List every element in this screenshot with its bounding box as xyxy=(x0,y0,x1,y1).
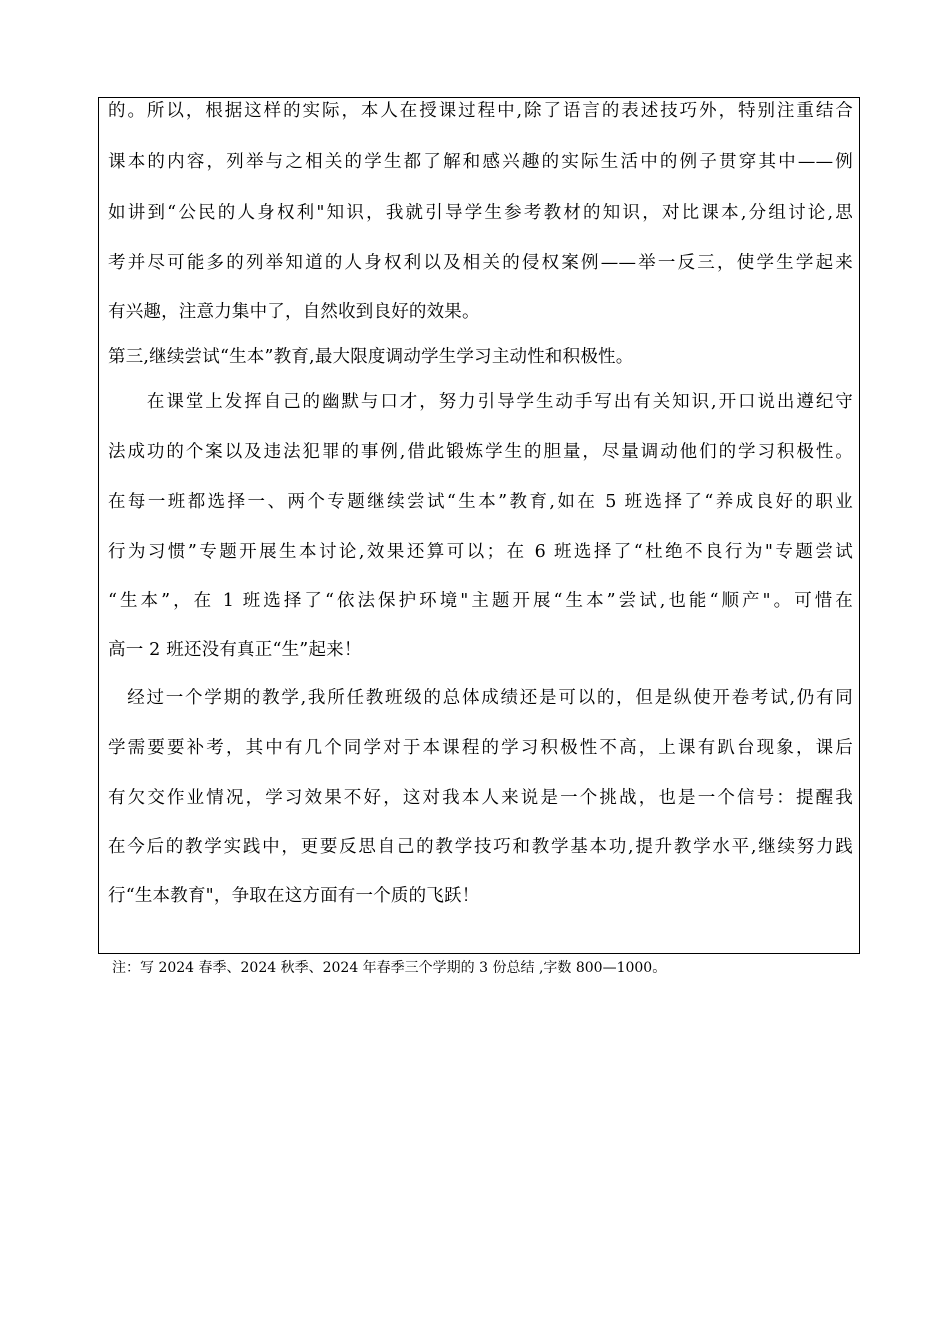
body-line-14: 学需要要补考，其中有几个同学对于本课程的学习积极性不高，上课有趴台现象，课后 xyxy=(108,738,853,758)
body-line-4: 考并尽可能多的列举知道的人身权利以及相关的侵权案例——举一反三，使学生学起来 xyxy=(108,253,853,273)
body-line-7: 在课堂上发挥自己的幽默与口才，努力引导学生动手写出有关知识,开口说出遵纪守 xyxy=(108,392,853,412)
body-line-3: 如讲到“公民的人身权利"知识，我就引导学生参考教材的知识，对比课本,分组讨论,思 xyxy=(108,203,853,223)
body-line-5: 有兴趣，注意力集中了，自然收到良好的效果。 xyxy=(108,302,480,322)
body-line-10: 行为习惯”专题开展生本讨论,效果还算可以；在 6 班选择了“杜绝不良行为"专题尝试 xyxy=(108,542,853,562)
body-line-1: 的。所以，根据这样的实际，本人在授课过程中,除了语言的表述技巧外，特别注重结合 xyxy=(108,101,853,121)
body-line-2: 课本的内容，列举与之相关的学生都了解和感兴趣的实际生活中的例子贯穿其中——例 xyxy=(108,152,853,172)
section-heading-third: 第三,继续尝试“生本”教育,最大限度调动学生学习主动性和积极性。 xyxy=(108,347,634,367)
body-line-16: 在今后的教学实践中，更要反思自己的教学技巧和教学基本功,提升教学水平,继续努力践 xyxy=(108,837,853,857)
body-line-9: 在每一班都选择一、两个专题继续尝试“生本”教育,如在 5 班选择了“养成良好的职业 xyxy=(108,492,853,512)
body-line-12: 高一 2 班还没有真正“生”起来！ xyxy=(108,640,362,660)
footnote: 注：写 2024 春季、2024 秋季、2024 年春季三个学期的 3 份总结 ,字数 800—1000。 xyxy=(112,960,667,976)
body-line-17: 行“生本教育"，争取在这方面有一个质的飞跃！ xyxy=(108,886,480,906)
body-line-15: 有欠交作业情况，学习效果不好，这对我本人来说是一个挑战，也是一个信号：提醒我 xyxy=(108,788,853,808)
summary-table-cell xyxy=(98,97,860,954)
body-line-11: “生本”，在 1 班选择了“依法保护环境"主题开展“生本”尝试,也能“顺产"。可惜在 xyxy=(108,591,853,611)
body-line-13: 经过一个学期的教学,我所任教班级的总体成绩还是可以的，但是纵使开卷考试,仍有同 xyxy=(108,688,853,708)
body-line-8: 法成功的个案以及违法犯罪的事例,借此锻炼学生的胆量，尽量调动他们的学习积极性。 xyxy=(108,442,853,462)
